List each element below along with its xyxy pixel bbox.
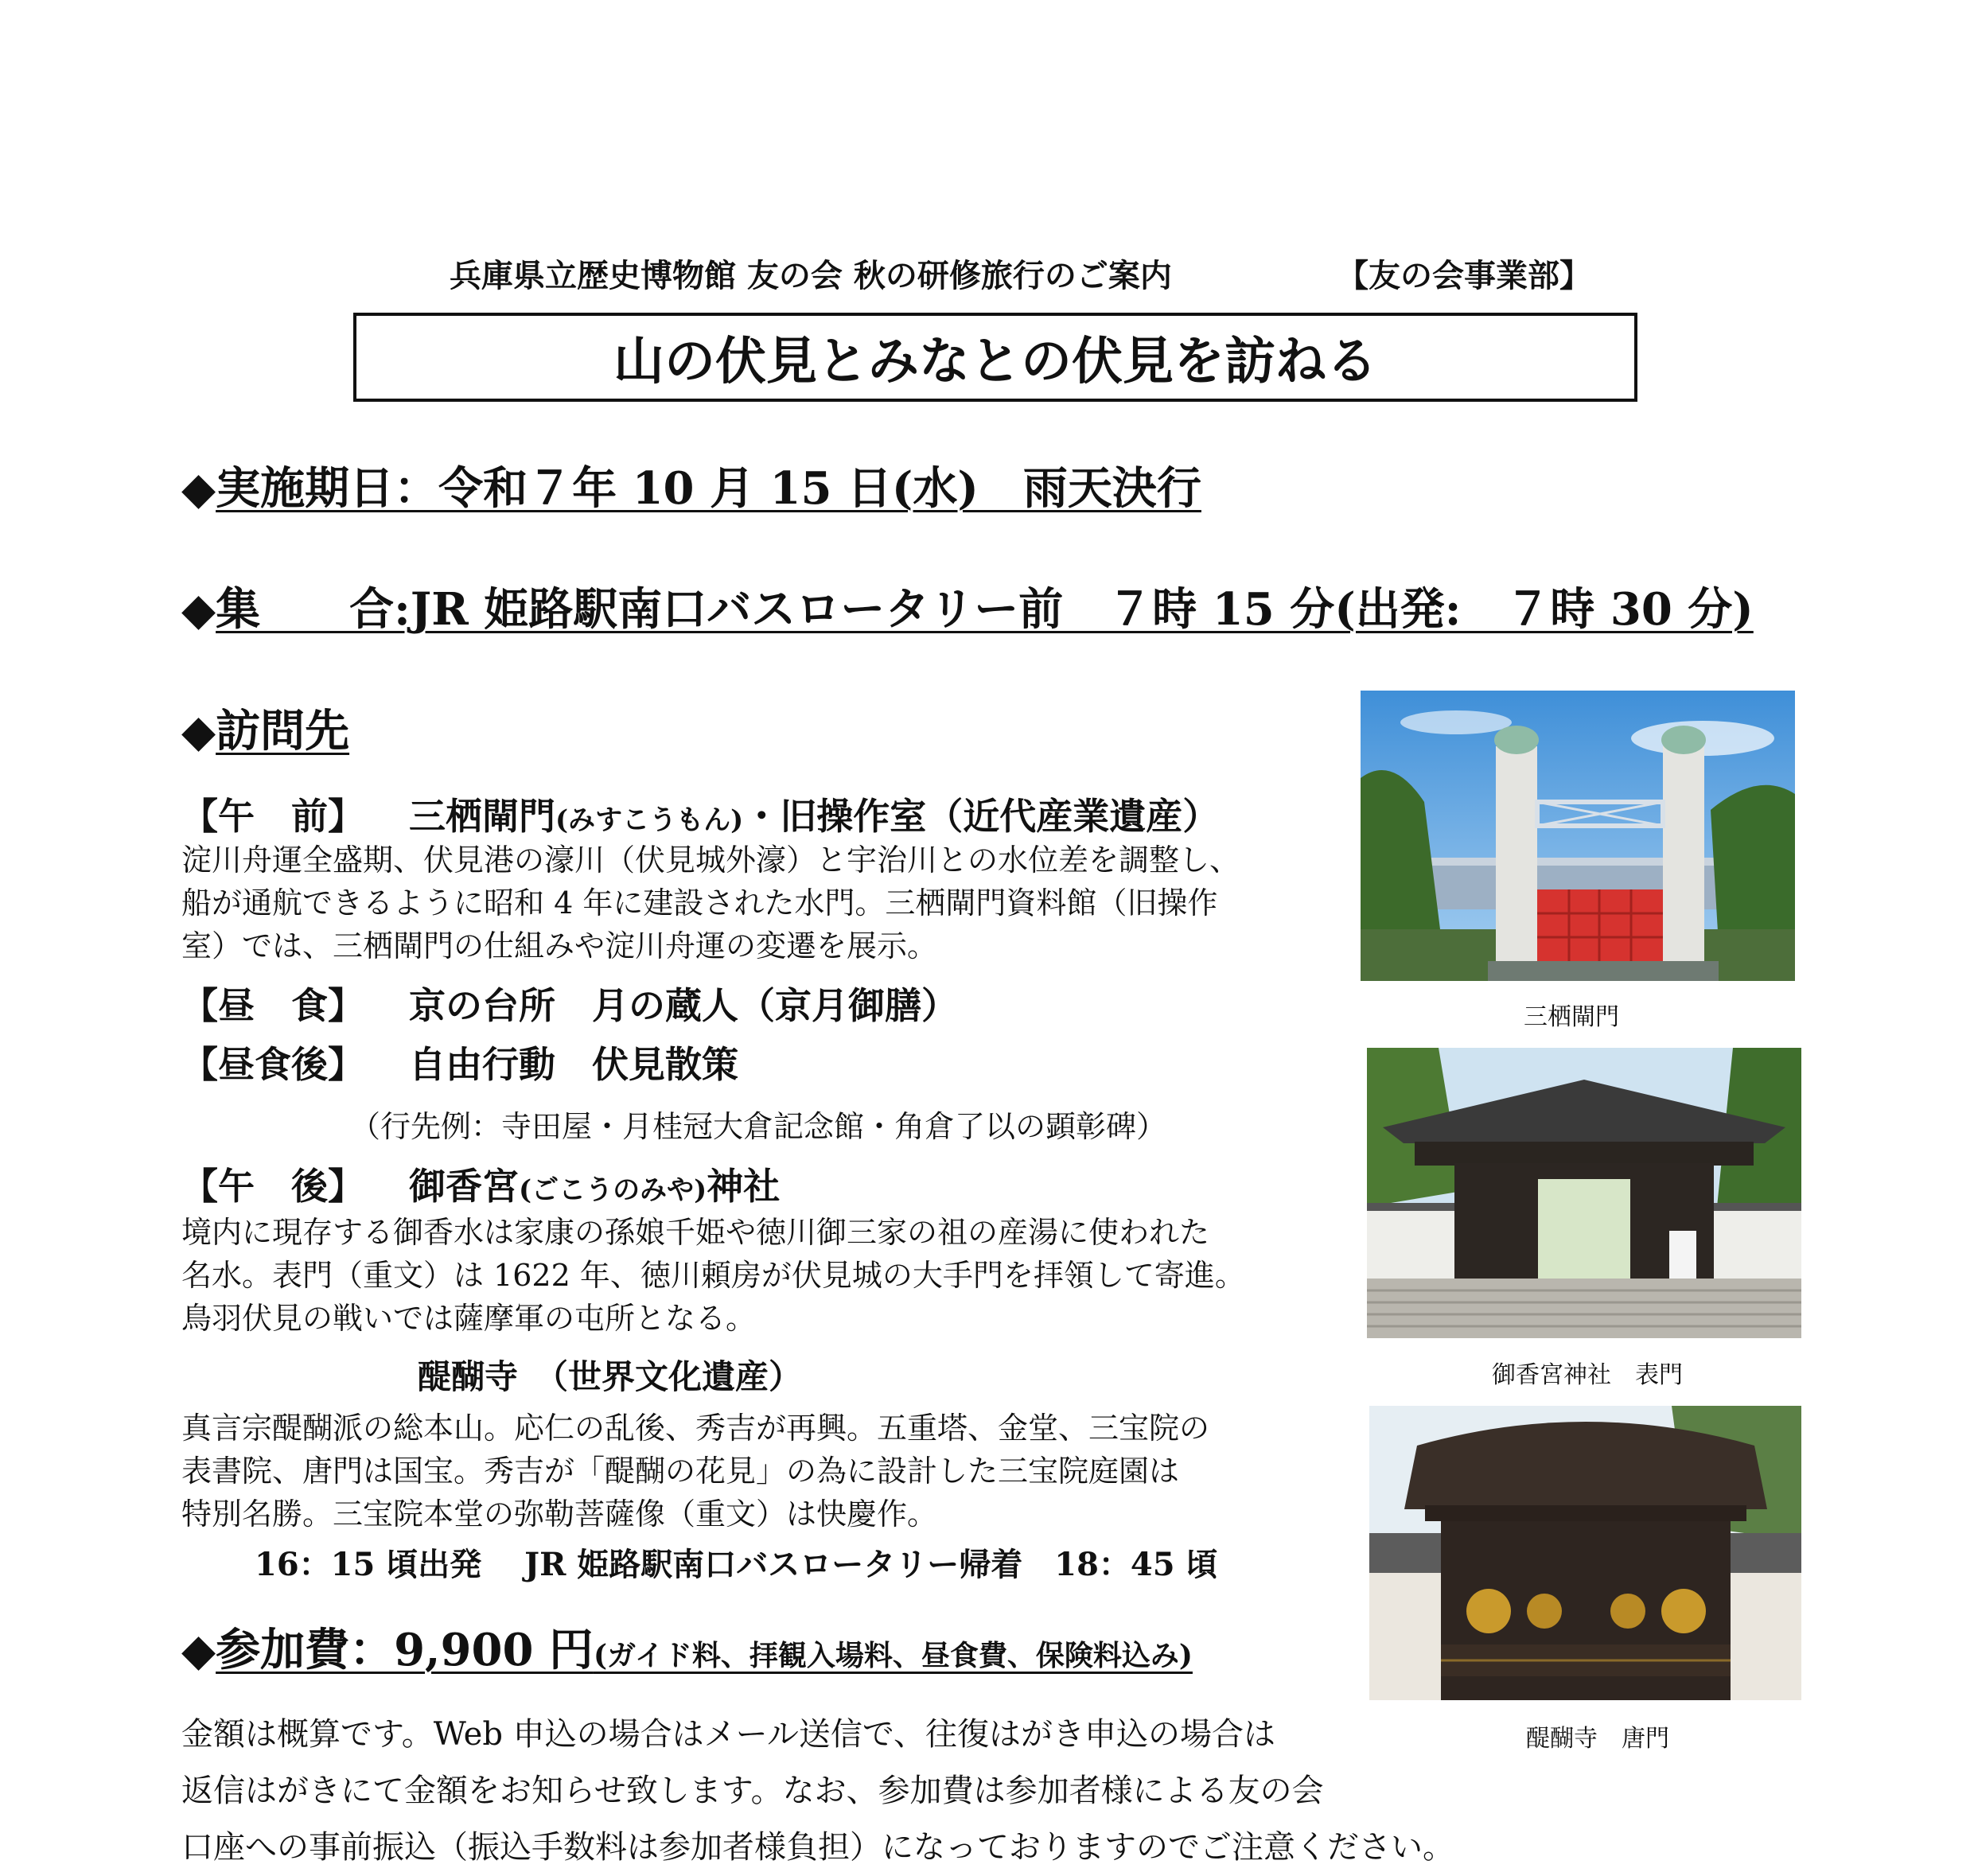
destinations-title: 訪問先 <box>216 705 350 757</box>
fee-note-line: 金額は概算です。Web 申込の場合はメール送信で、往復はがき申込の場合は <box>181 1716 1276 1753</box>
afternoon-label: 【午 後】 <box>181 1165 364 1208</box>
description-line: 表書院、唐門は国宝。秀吉が「醍醐の花見」の為に設計した三宝院庭園は <box>181 1454 1180 1489</box>
description-line: 淀川舟運全盛期、伏見港の濠川（伏見城外濠）と宇治川との水位差を調整し、 <box>181 843 1240 878</box>
morning-place: 三栖閘門 <box>409 795 556 838</box>
date-section <box>181 453 1201 517</box>
lunch-label: 【昼 食】 <box>181 984 364 1027</box>
after-lunch-line <box>181 1036 738 1088</box>
morning-line <box>181 788 1219 840</box>
morning-label: 【午 前】 <box>181 795 364 838</box>
meeting-section <box>181 574 1754 638</box>
bullet-icon: ◆ <box>181 705 216 757</box>
description-line: 境内に現存する御香水は家康の孫娘千姫や徳川御三家の祖の産湯に使われた <box>181 1215 1210 1250</box>
after-lunch-label: 【昼食後】 <box>181 1043 364 1086</box>
destinations-heading <box>181 696 349 760</box>
afternoon-reading: (ごこうのみや) <box>519 1174 707 1206</box>
morning-description <box>181 839 1240 967</box>
page-title: 山の伏見とみなとの伏見を訪ねる <box>613 332 1377 391</box>
morning-rest: ・旧操作室（近代産業遺産） <box>743 795 1220 838</box>
description-line: 名水。表門（重文）は 1622 年、徳川頼房が伏見城の大手門を拝領して寄進。 <box>181 1258 1245 1293</box>
department-label: 【友の会事業部】 <box>1337 257 1591 294</box>
page-title-box <box>353 313 1637 402</box>
bullet-icon: ◆ <box>181 1624 216 1676</box>
description-line: 室）では、三栖閘門の仕組みや淀川舟運の変遷を展示。 <box>181 928 938 963</box>
fee-note-line: 口座への事前振込（振込手数料は参加者様負担）になっておりますのでご注意ください。 <box>181 1829 1454 1866</box>
gokonomiya-gate-photo <box>1367 1048 1801 1338</box>
afternoon-rest: 神社 <box>707 1165 781 1208</box>
description-line: 船が通航できるように昭和 4 年に建設された水門。三栖閘門資料館（旧操作 <box>181 885 1218 920</box>
announcement-header: 兵庫県立歴史博物館 友の会 秋の研修旅行のご案内 <box>450 257 1172 294</box>
description-line: 特別名勝。三宝院本堂の弥勒菩薩像（重文）は快慶作。 <box>181 1497 938 1532</box>
afternoon-description <box>181 1211 1245 1340</box>
daigoji-heading: 醍醐寺 （世界文化遺産） <box>418 1357 803 1396</box>
afternoon-line <box>181 1158 780 1210</box>
fee-notes <box>181 1707 1454 1876</box>
description-line: 真言宗醍醐派の総本山。応仁の乱後、秀吉が再興。五重塔、金堂、三宝院の <box>181 1411 1210 1446</box>
afternoon-place: 御香宮 <box>409 1165 520 1208</box>
fee-section <box>181 1615 1193 1679</box>
fee-note-line: 返信はがきにて金額をお知らせ致します。なお、参加費は参加者様による友の会 <box>181 1773 1324 1809</box>
lunch-text: 京の台所 月の蔵人（京月御膳） <box>409 984 959 1027</box>
misu-lock-photo <box>1361 691 1795 981</box>
description-line: 鳥羽伏見の戦いでは薩摩軍の屯所となる。 <box>181 1301 757 1336</box>
lunch-line <box>181 977 958 1029</box>
daigoji-karamon-caption: 醍醐寺 唐門 <box>1526 1725 1669 1753</box>
fee-main: 参加費：9,900 円 <box>216 1624 594 1676</box>
after-lunch-text: 自由行動 伏見散策 <box>409 1043 739 1086</box>
fee-detail: (ガイド料、拝観入場料、昼食費、保険料込み) <box>593 1639 1193 1672</box>
bullet-icon: ◆ <box>181 583 216 636</box>
meeting-text: 集 合:JR 姫路駅南口バスロータリー前 ７時 15 分(出発: ７時 30 分) <box>216 583 1754 636</box>
return-schedule: 16：15 頃出発 JR 姫路駅南口バスロータリー帰着 18：45 頃 <box>255 1546 1218 1583</box>
bullet-icon: ◆ <box>181 462 216 515</box>
gokonomiya-gate-caption: 御香宮神社 表門 <box>1492 1361 1683 1389</box>
daigoji-karamon-photo <box>1369 1406 1801 1700</box>
daigoji-description <box>181 1407 1209 1535</box>
after-lunch-example: （行先例：寺田屋・月桂冠大倉記念館・角倉了以の顕彰碑） <box>350 1109 1167 1144</box>
misu-lock-caption: 三栖閘門 <box>1524 1003 1619 1031</box>
date-text: 実施期日：令和７年 10 月 15 日(水) 雨天決行 <box>216 462 1201 515</box>
morning-reading: (みすこうもん) <box>555 804 744 836</box>
